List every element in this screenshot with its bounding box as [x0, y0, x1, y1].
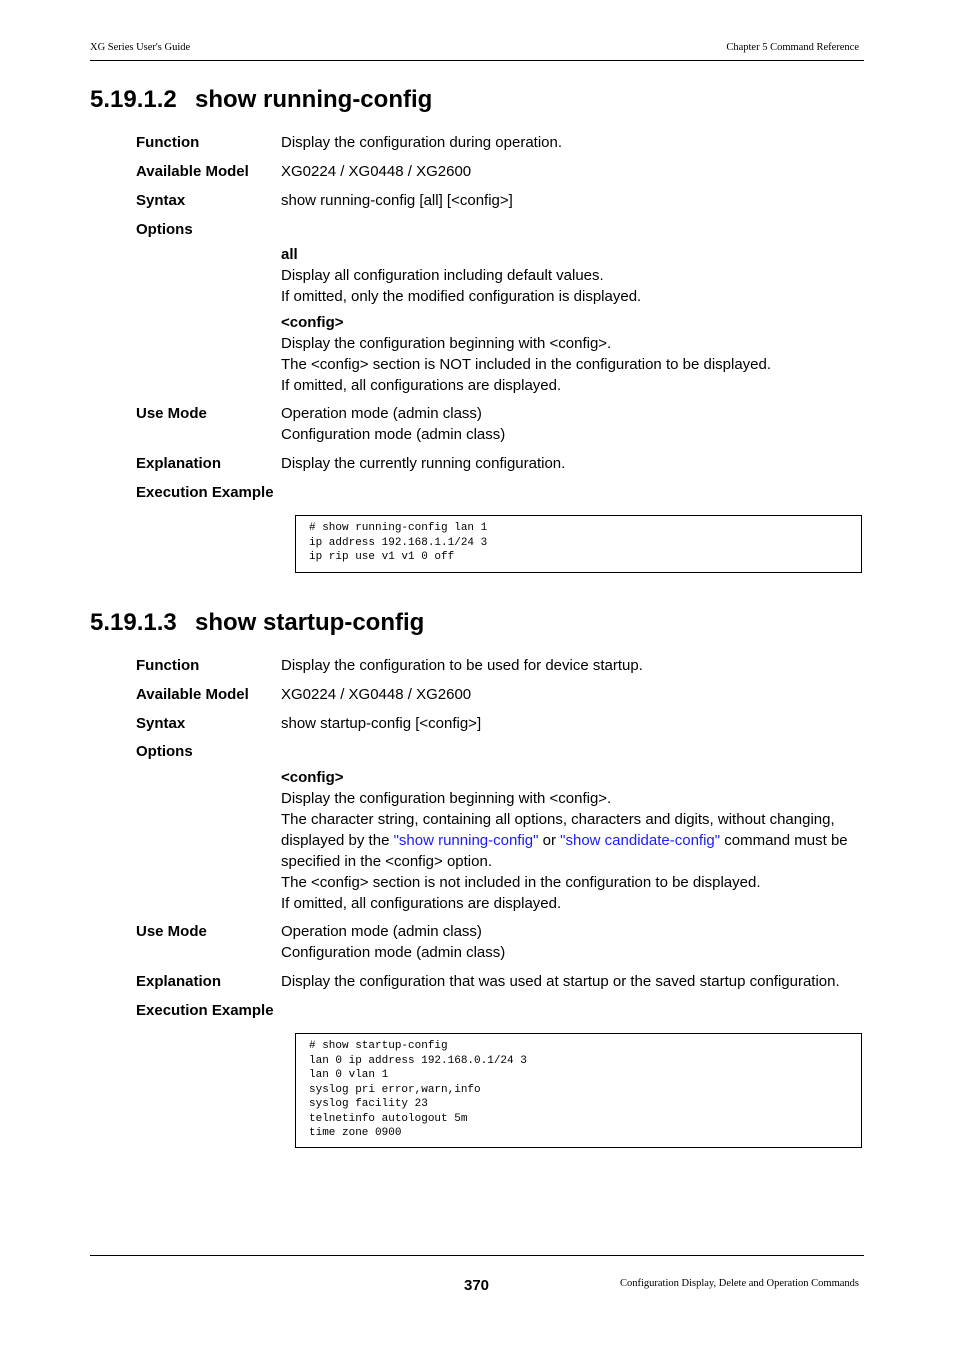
option-description-line: The <config> section is not included in the configuration to be displayed.	[281, 874, 761, 891]
syntax-text: show startup-config [<config>]	[281, 715, 482, 732]
option-description-line: Display all configuration including default values.	[281, 267, 604, 284]
function-text: Display the configuration during operation.	[281, 134, 563, 151]
show-running-config-link[interactable]: "show running-config"	[393, 832, 539, 849]
section-heading	[90, 85, 432, 115]
option-name: <config>	[281, 314, 344, 331]
execution-example-code: # show startup-config lan 0 ip address 192.168.0.1/24 3 lan 0 vlan 1 syslog pri error,warn,info syslog facility 23 telnetinfo autologout 5m time zone 0900	[295, 1033, 862, 1148]
available-model-label: Available Model	[136, 686, 249, 703]
footer-rule	[90, 1255, 864, 1256]
option-description-line: Display the configuration beginning with <config>.	[281, 790, 612, 807]
use-mode-line: Configuration mode (admin class)	[281, 426, 506, 443]
header-rule	[90, 60, 864, 61]
use-mode-label: Use Mode	[136, 923, 207, 940]
explanation-label: Explanation	[136, 973, 222, 990]
header-guide-title: XG Series User's Guide	[90, 42, 191, 53]
option-description-line: If omitted, all configurations are displayed.	[281, 895, 562, 912]
syntax-label: Syntax	[136, 715, 186, 732]
explanation-text: Display the currently running configuration.	[281, 455, 566, 472]
option-description-line: The character string, containing all options, characters and digits, without changing,	[281, 811, 835, 828]
syntax-label: Syntax	[136, 192, 186, 209]
section-number: 5.19.1.2	[90, 86, 177, 113]
use-mode-text	[281, 403, 505, 445]
section-title: show running-config	[195, 86, 433, 113]
option-block-config	[281, 767, 848, 914]
use-mode-label: Use Mode	[136, 405, 207, 422]
execution-example-label: Execution Example	[136, 1002, 274, 1019]
option-description-line: Display the configuration beginning with <config>.	[281, 335, 612, 352]
page-number: 370	[464, 1277, 490, 1294]
function-text: Display the configuration to be used for device startup.	[281, 657, 643, 674]
option-description-line: If omitted, all configurations are displayed.	[281, 377, 562, 394]
syntax-text: show running-config [all] [<config>]	[281, 192, 513, 209]
option-block-all	[281, 244, 641, 307]
use-mode-line: Operation mode (admin class)	[281, 405, 482, 422]
options-label: Options	[136, 221, 193, 238]
options-label: Options	[136, 743, 193, 760]
use-mode-text	[281, 921, 505, 963]
use-mode-line: Configuration mode (admin class)	[281, 944, 506, 961]
execution-example-label: Execution Example	[136, 484, 274, 501]
option-description-line-with-links	[281, 830, 848, 851]
option-description-line: specified in the <config> option.	[281, 853, 492, 870]
explanation-text: Display the configuration that was used at startup or the saved startup configuration.	[281, 973, 840, 990]
function-label: Function	[136, 657, 200, 674]
section-number: 5.19.1.3	[90, 609, 177, 636]
available-model-text: XG0224 / XG0448 / XG2600	[281, 686, 472, 703]
option-block-config	[281, 312, 771, 396]
text-fragment: or	[538, 832, 561, 849]
execution-example-code: # show running-config lan 1 ip address 192.168.1.1/24 3 ip rip use v1 v1 0 off	[295, 515, 862, 573]
use-mode-line: Operation mode (admin class)	[281, 923, 482, 940]
footer-section-title: Configuration Display, Delete and Operation Commands	[619, 1278, 859, 1289]
available-model-text: XG0224 / XG0448 / XG2600	[281, 163, 472, 180]
option-description-line: The <config> section is NOT included in the configuration to be displayed.	[281, 356, 772, 373]
option-name: all	[281, 246, 298, 263]
function-label: Function	[136, 134, 200, 151]
section-heading	[90, 608, 424, 638]
show-candidate-config-link[interactable]: "show candidate-config"	[560, 832, 721, 849]
explanation-label: Explanation	[136, 455, 222, 472]
option-description-line: If omitted, only the modified configuration is displayed.	[281, 288, 642, 305]
text-fragment: command must be	[720, 832, 848, 849]
option-name: <config>	[281, 769, 344, 786]
header-chapter-title: Chapter 5 Command Reference	[726, 42, 859, 53]
available-model-label: Available Model	[136, 163, 249, 180]
section-title: show startup-config	[195, 609, 425, 636]
text-fragment: displayed by the	[281, 832, 394, 849]
